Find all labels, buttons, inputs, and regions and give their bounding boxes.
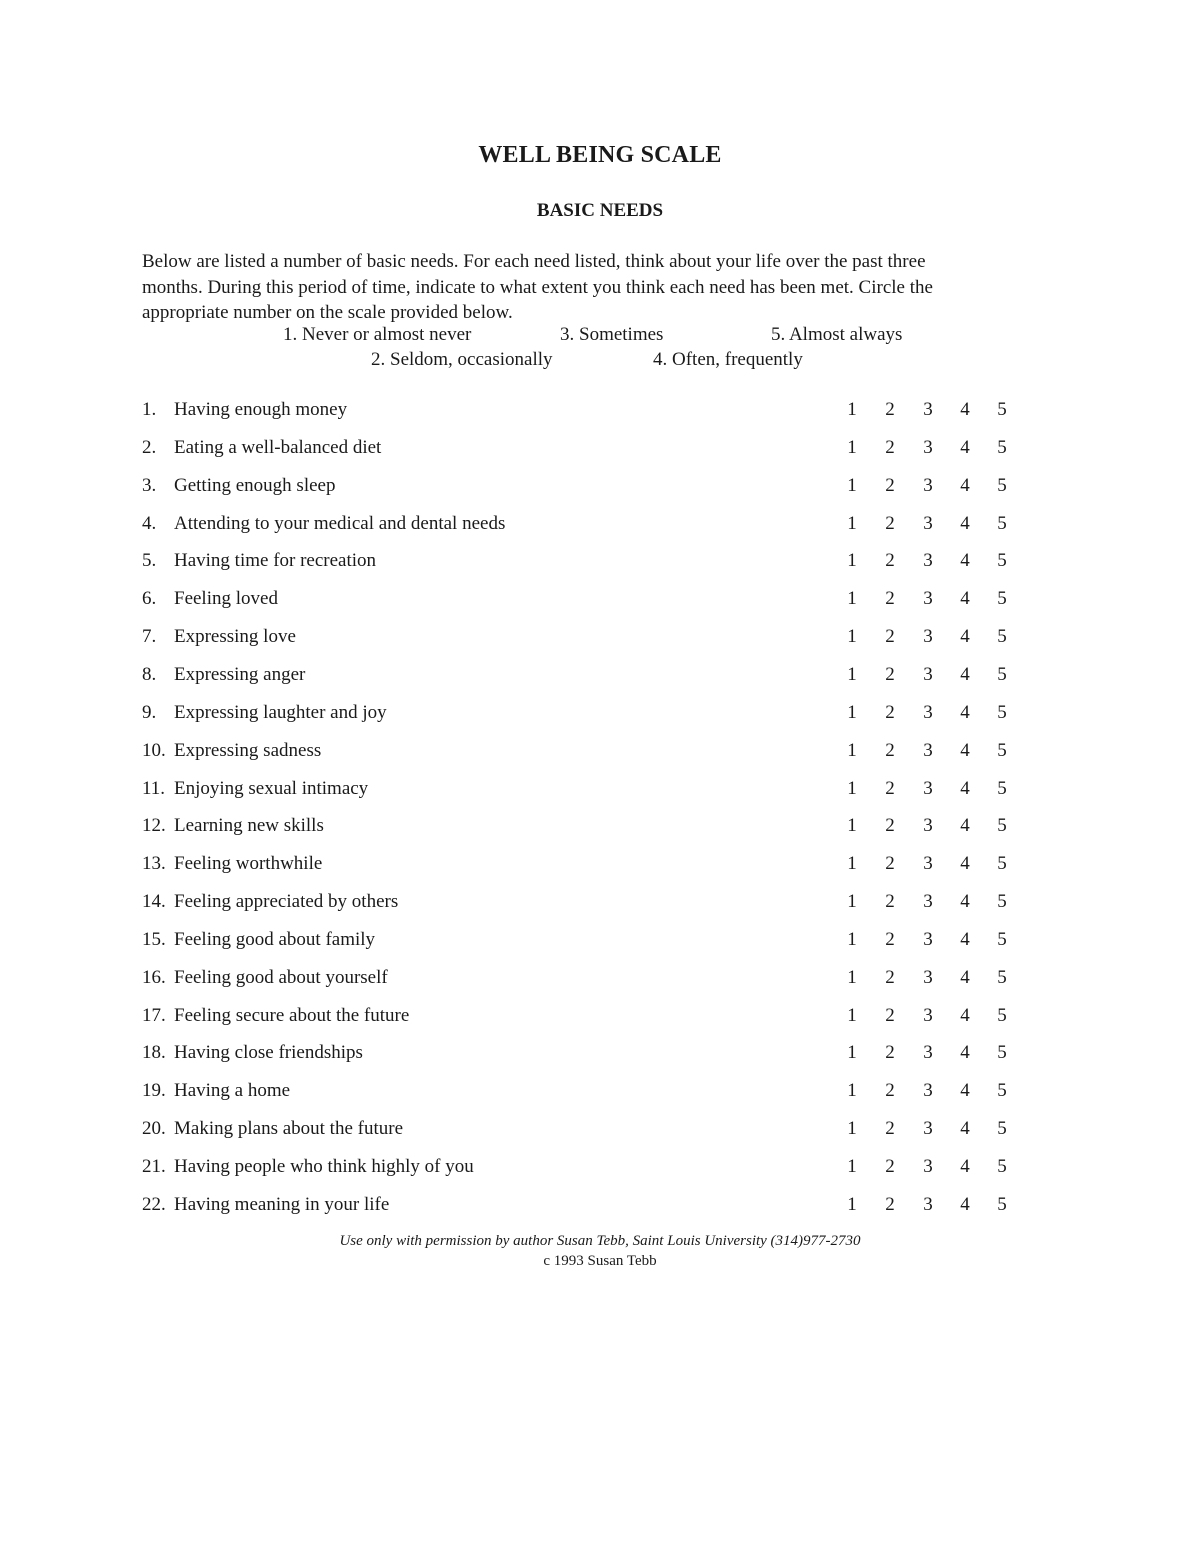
rating-option-3[interactable]: 3 bbox=[923, 928, 933, 950]
need-item-number: 16. bbox=[142, 966, 166, 988]
need-item-row bbox=[0, 588, 1200, 618]
need-item-label bbox=[142, 1194, 389, 1216]
rating-option-2[interactable]: 2 bbox=[885, 701, 895, 723]
need-item-label bbox=[142, 929, 375, 951]
need-item-text: Getting enough sleep bbox=[174, 474, 336, 496]
rating-option-4[interactable]: 4 bbox=[960, 739, 970, 761]
need-item-number: 2. bbox=[142, 436, 157, 458]
need-item-label bbox=[142, 399, 347, 421]
rating-option-2[interactable]: 2 bbox=[885, 588, 895, 610]
need-item-label bbox=[142, 1156, 474, 1178]
need-item-text: Learning new skills bbox=[174, 815, 324, 837]
rating-option-4[interactable]: 4 bbox=[960, 1042, 970, 1064]
rating-option-3[interactable]: 3 bbox=[923, 663, 933, 685]
rating-option-2[interactable]: 2 bbox=[885, 966, 895, 988]
rating-option-3[interactable]: 3 bbox=[923, 966, 933, 988]
rating-option-5[interactable]: 5 bbox=[997, 891, 1007, 913]
need-item-text: Having close friendships bbox=[174, 1042, 363, 1064]
need-item-row bbox=[0, 815, 1200, 845]
rating-option-4[interactable]: 4 bbox=[960, 815, 970, 837]
need-item-row bbox=[0, 702, 1200, 732]
rating-option-4[interactable]: 4 bbox=[960, 436, 970, 458]
need-item-label bbox=[142, 664, 305, 686]
rating-option-3[interactable]: 3 bbox=[923, 588, 933, 610]
need-item-number: 3. bbox=[142, 474, 157, 496]
need-item-text: Feeling appreciated by others bbox=[174, 891, 399, 913]
rating-option-2[interactable]: 2 bbox=[885, 739, 895, 761]
rating-option-2[interactable]: 2 bbox=[885, 815, 895, 837]
rating-option-5[interactable]: 5 bbox=[997, 399, 1007, 420]
rating-option-5[interactable]: 5 bbox=[997, 1118, 1007, 1140]
rating-option-2[interactable]: 2 bbox=[885, 663, 895, 685]
rating-option-1[interactable]: 1 bbox=[847, 1080, 857, 1102]
need-item-number: 18. bbox=[142, 1042, 166, 1064]
rating-option-2[interactable]: 2 bbox=[885, 474, 895, 496]
rating-option-3[interactable]: 3 bbox=[923, 1156, 933, 1177]
need-item-row bbox=[0, 740, 1200, 770]
rating-option-4[interactable]: 4 bbox=[960, 853, 970, 875]
need-item-text: Having enough money bbox=[174, 399, 348, 420]
need-item-label bbox=[142, 1005, 409, 1027]
rating-option-4[interactable]: 4 bbox=[960, 1004, 970, 1026]
rating-option-4[interactable]: 4 bbox=[960, 626, 970, 648]
need-item-row bbox=[0, 1042, 1200, 1072]
instructions-line: appropriate number on the scale provided below. bbox=[142, 302, 513, 323]
need-item-text: Eating a well-balanced diet bbox=[174, 436, 382, 458]
rating-option-3[interactable]: 3 bbox=[923, 891, 933, 913]
need-item-number: 9. bbox=[142, 701, 157, 723]
rating-option-2[interactable]: 2 bbox=[885, 399, 895, 420]
need-item-text: Expressing anger bbox=[174, 663, 306, 685]
need-item-label bbox=[142, 967, 388, 989]
need-item-text: Having time for recreation bbox=[174, 550, 377, 572]
need-item-label bbox=[142, 550, 376, 572]
need-item-label bbox=[142, 588, 278, 610]
rating-option-3[interactable]: 3 bbox=[923, 512, 933, 534]
need-item-number: 6. bbox=[142, 588, 157, 610]
need-item-row bbox=[0, 513, 1200, 543]
need-item-label bbox=[142, 702, 387, 724]
rating-option-5[interactable]: 5 bbox=[997, 1080, 1007, 1102]
rating-option-5[interactable]: 5 bbox=[997, 1042, 1007, 1064]
rating-option-2[interactable]: 2 bbox=[885, 1080, 895, 1102]
rating-option-5[interactable]: 5 bbox=[997, 512, 1007, 534]
need-item-label bbox=[142, 1080, 290, 1102]
need-item-number: 20. bbox=[142, 1118, 166, 1140]
rating-option-4[interactable]: 4 bbox=[960, 701, 970, 723]
need-item-number: 12. bbox=[142, 815, 166, 837]
rating-option-3[interactable]: 3 bbox=[923, 815, 933, 837]
rating-option-5[interactable]: 5 bbox=[997, 1004, 1007, 1026]
rating-option-1[interactable]: 1 bbox=[847, 436, 857, 458]
rating-option-5[interactable]: 5 bbox=[997, 966, 1007, 988]
rating-option-2[interactable]: 2 bbox=[885, 1118, 895, 1140]
need-item-number: 11. bbox=[142, 777, 166, 799]
legend-item: 2. Seldom, occasionally bbox=[371, 349, 553, 370]
need-item-row bbox=[0, 550, 1200, 580]
rating-option-3[interactable]: 3 bbox=[923, 701, 933, 723]
rating-option-1[interactable]: 1 bbox=[847, 777, 857, 799]
rating-option-1[interactable]: 1 bbox=[847, 928, 857, 950]
need-item-label bbox=[142, 891, 398, 913]
instructions-line: Below are listed a number of basic needs. For each need listed, think about your life over the past three bbox=[142, 251, 926, 272]
need-item-number: 4. bbox=[142, 512, 157, 534]
rating-option-2[interactable]: 2 bbox=[885, 436, 895, 458]
rating-option-1[interactable]: 1 bbox=[847, 512, 857, 534]
need-item-row bbox=[0, 929, 1200, 959]
rating-option-3[interactable]: 3 bbox=[923, 474, 933, 496]
need-item-number: 15. bbox=[142, 928, 166, 950]
rating-option-4[interactable]: 4 bbox=[960, 399, 970, 420]
rating-option-3[interactable]: 3 bbox=[923, 853, 933, 875]
footer-copyright: c 1993 Susan Tebb bbox=[543, 1253, 657, 1269]
rating-option-1[interactable]: 1 bbox=[847, 891, 857, 913]
rating-option-5[interactable]: 5 bbox=[997, 1193, 1007, 1215]
need-item-label bbox=[142, 853, 322, 875]
rating-option-4[interactable]: 4 bbox=[960, 1118, 970, 1140]
rating-option-3[interactable]: 3 bbox=[923, 739, 933, 761]
legend-item: 3. Sometimes bbox=[560, 324, 664, 345]
rating-option-1[interactable]: 1 bbox=[847, 815, 857, 837]
rating-option-2[interactable]: 2 bbox=[885, 891, 895, 913]
footer-permission: Use only with permission by author Susan Tebb, Saint Louis University (314)977-2730 bbox=[339, 1233, 861, 1249]
rating-option-1[interactable]: 1 bbox=[847, 853, 857, 875]
rating-option-4[interactable]: 4 bbox=[960, 474, 970, 496]
rating-option-1[interactable]: 1 bbox=[847, 1156, 857, 1177]
need-item-row bbox=[0, 664, 1200, 694]
need-item-text: Expressing love bbox=[174, 626, 296, 648]
need-item-text: Feeling loved bbox=[174, 588, 278, 610]
rating-option-3[interactable]: 3 bbox=[923, 436, 933, 458]
rating-option-2[interactable]: 2 bbox=[885, 1156, 895, 1177]
rating-option-5[interactable]: 5 bbox=[997, 928, 1007, 950]
rating-option-3[interactable]: 3 bbox=[923, 1042, 933, 1064]
need-item-label bbox=[142, 1042, 363, 1064]
rating-option-5[interactable]: 5 bbox=[997, 663, 1007, 685]
need-item-label bbox=[142, 626, 296, 648]
rating-option-3[interactable]: 3 bbox=[923, 1004, 933, 1026]
rating-option-3[interactable]: 3 bbox=[923, 1118, 933, 1140]
need-item-label bbox=[142, 1118, 403, 1140]
need-item-text: Having people who think highly of you bbox=[174, 1156, 474, 1177]
rating-option-5[interactable]: 5 bbox=[997, 588, 1007, 610]
rating-option-2[interactable]: 2 bbox=[885, 1004, 895, 1026]
legend-item: 4. Often, frequently bbox=[653, 349, 803, 370]
rating-option-4[interactable]: 4 bbox=[960, 966, 970, 988]
rating-option-2[interactable]: 2 bbox=[885, 777, 895, 799]
need-item-row bbox=[0, 967, 1200, 997]
need-item-row bbox=[0, 626, 1200, 656]
rating-option-3[interactable]: 3 bbox=[923, 1193, 933, 1215]
rating-option-1[interactable]: 1 bbox=[847, 626, 857, 648]
need-item-number: 1. bbox=[142, 399, 157, 420]
need-item-label bbox=[142, 513, 505, 535]
rating-option-4[interactable]: 4 bbox=[960, 777, 970, 799]
need-item-row bbox=[0, 853, 1200, 883]
need-item-row bbox=[0, 1156, 1200, 1186]
rating-option-5[interactable]: 5 bbox=[997, 853, 1007, 875]
rating-option-5[interactable]: 5 bbox=[997, 739, 1007, 761]
need-item-number: 17. bbox=[142, 1004, 166, 1026]
rating-option-3[interactable]: 3 bbox=[923, 399, 933, 420]
rating-option-4[interactable]: 4 bbox=[960, 588, 970, 610]
rating-option-1[interactable]: 1 bbox=[847, 550, 857, 572]
need-item-text: Attending to your medical and dental needs bbox=[174, 512, 506, 534]
rating-option-4[interactable]: 4 bbox=[960, 1193, 970, 1215]
need-item-row bbox=[0, 778, 1200, 808]
rating-option-5[interactable]: 5 bbox=[997, 1156, 1007, 1177]
rating-option-4[interactable]: 4 bbox=[960, 663, 970, 685]
rating-option-1[interactable]: 1 bbox=[847, 663, 857, 685]
rating-option-2[interactable]: 2 bbox=[885, 512, 895, 534]
need-item-number: 19. bbox=[142, 1080, 166, 1102]
rating-option-1[interactable]: 1 bbox=[847, 966, 857, 988]
rating-option-2[interactable]: 2 bbox=[885, 626, 895, 648]
page-title: WELL BEING SCALE bbox=[478, 142, 722, 168]
need-item-row bbox=[0, 475, 1200, 505]
need-item-text: Having meaning in your life bbox=[174, 1193, 390, 1215]
need-item-row bbox=[0, 1005, 1200, 1035]
rating-option-1[interactable]: 1 bbox=[847, 739, 857, 761]
need-item-text: Feeling worthwhile bbox=[174, 853, 323, 875]
need-item-number: 13. bbox=[142, 853, 166, 875]
rating-option-4[interactable]: 4 bbox=[960, 1156, 970, 1177]
rating-option-2[interactable]: 2 bbox=[885, 1042, 895, 1064]
rating-option-4[interactable]: 4 bbox=[960, 891, 970, 913]
need-item-number: 8. bbox=[142, 663, 157, 685]
need-item-text: Having a home bbox=[174, 1080, 291, 1102]
need-item-label bbox=[142, 778, 368, 800]
rating-option-2[interactable]: 2 bbox=[885, 928, 895, 950]
need-item-label bbox=[142, 815, 324, 837]
rating-option-4[interactable]: 4 bbox=[960, 512, 970, 534]
need-item-text: Feeling secure about the future bbox=[174, 1004, 410, 1026]
need-item-row bbox=[0, 891, 1200, 921]
rating-option-1[interactable]: 1 bbox=[847, 1118, 857, 1140]
need-item-label bbox=[142, 475, 335, 497]
rating-option-5[interactable]: 5 bbox=[997, 474, 1007, 496]
need-item-number: 5. bbox=[142, 550, 157, 572]
need-item-text: Expressing sadness bbox=[174, 739, 322, 761]
need-item-row bbox=[0, 399, 1200, 429]
rating-option-1[interactable]: 1 bbox=[847, 701, 857, 723]
need-item-row bbox=[0, 437, 1200, 467]
need-item-text: Enjoying sexual intimacy bbox=[174, 777, 369, 799]
rating-option-5[interactable]: 5 bbox=[997, 701, 1007, 723]
rating-option-3[interactable]: 3 bbox=[923, 626, 933, 648]
need-item-number: 10. bbox=[142, 739, 166, 761]
rating-option-2[interactable]: 2 bbox=[885, 550, 895, 572]
rating-option-4[interactable]: 4 bbox=[960, 928, 970, 950]
legend-item: 5. Almost always bbox=[771, 324, 903, 345]
need-item-text: Expressing laughter and joy bbox=[174, 701, 387, 723]
need-item-label bbox=[142, 740, 321, 762]
need-item-number: 14. bbox=[142, 891, 166, 913]
need-item-text: Making plans about the future bbox=[174, 1118, 404, 1140]
rating-option-1[interactable]: 1 bbox=[847, 588, 857, 610]
rating-option-3[interactable]: 3 bbox=[923, 550, 933, 572]
rating-option-2[interactable]: 2 bbox=[885, 1193, 895, 1215]
rating-option-5[interactable]: 5 bbox=[997, 550, 1007, 572]
rating-option-5[interactable]: 5 bbox=[997, 626, 1007, 648]
rating-option-5[interactable]: 5 bbox=[997, 777, 1007, 799]
rating-option-4[interactable]: 4 bbox=[960, 1080, 970, 1102]
need-item-number: 22. bbox=[142, 1193, 166, 1215]
rating-option-1[interactable]: 1 bbox=[847, 1042, 857, 1064]
instructions-line: months. During this period of time, indicate to what extent you think each need has been met. Circle the bbox=[142, 276, 933, 298]
legend-item: 1. Never or almost never bbox=[283, 324, 472, 345]
need-item-label bbox=[142, 437, 381, 459]
rating-option-4[interactable]: 4 bbox=[960, 550, 970, 572]
need-item-number: 21. bbox=[142, 1156, 166, 1177]
rating-option-3[interactable]: 3 bbox=[923, 777, 933, 799]
need-item-row bbox=[0, 1194, 1200, 1224]
rating-option-1[interactable]: 1 bbox=[847, 1004, 857, 1026]
rating-option-5[interactable]: 5 bbox=[997, 436, 1007, 458]
need-item-row bbox=[0, 1080, 1200, 1110]
rating-option-1[interactable]: 1 bbox=[847, 474, 857, 496]
section-title: BASIC NEEDS bbox=[536, 200, 664, 221]
rating-option-1[interactable]: 1 bbox=[847, 399, 857, 420]
need-item-row bbox=[0, 1118, 1200, 1148]
need-item-number: 7. bbox=[142, 626, 157, 648]
rating-option-1[interactable]: 1 bbox=[847, 1193, 857, 1215]
need-item-text: Feeling good about yourself bbox=[174, 966, 388, 988]
rating-option-5[interactable]: 5 bbox=[997, 815, 1007, 837]
rating-option-3[interactable]: 3 bbox=[923, 1080, 933, 1102]
need-item-text: Feeling good about family bbox=[174, 928, 376, 950]
rating-option-2[interactable]: 2 bbox=[885, 853, 895, 875]
